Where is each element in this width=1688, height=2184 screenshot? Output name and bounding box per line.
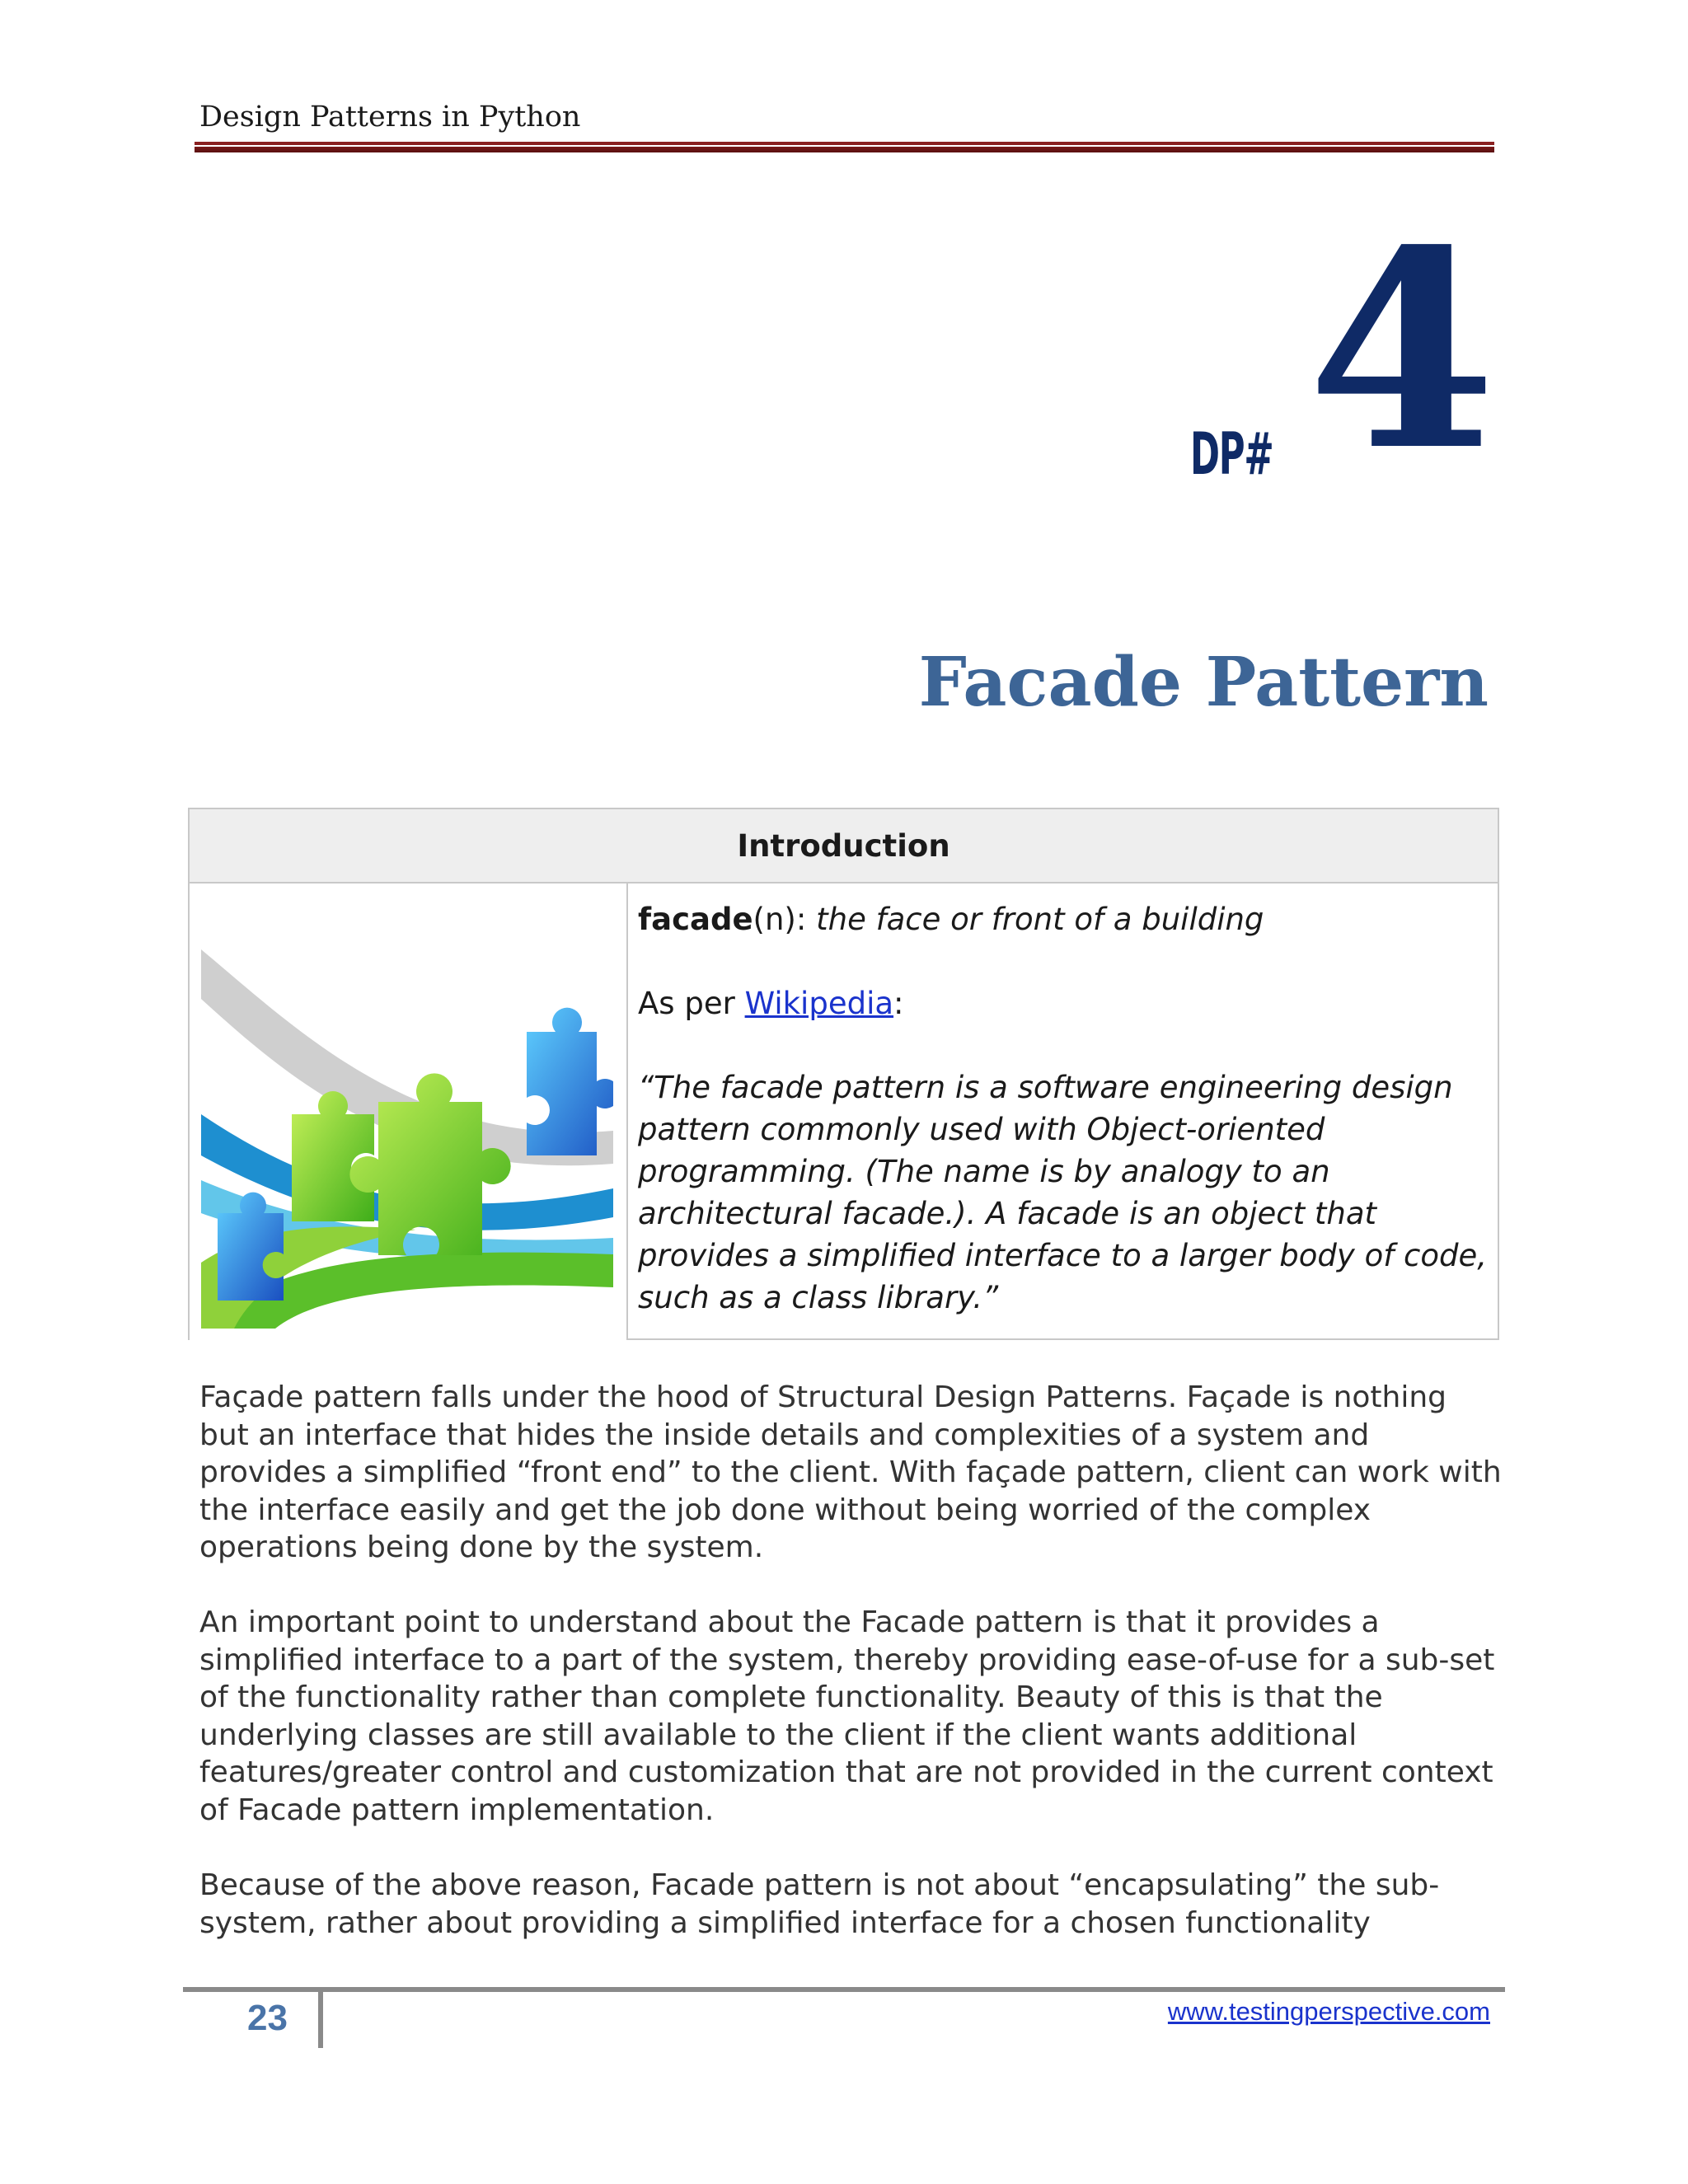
puzzle-illustration [190, 883, 628, 1340]
definition-text: the face or front of a building [816, 902, 1264, 937]
chapter-mark [1187, 190, 1497, 510]
intro-text [628, 883, 1498, 1340]
definition-line [638, 898, 1488, 940]
body-paragraph-2: An important point to understand about the Facade pattern is that it provides a simplified interface to a part of the system, thereby providing ease-of-use for a sub-set of the functionality rather than complete functionality. Beauty of this is that the underlying classes are still available to the client if the client wants additional features/greater control and customization that are not provided in the current context of Facade pattern implementation. [199, 1605, 1495, 1827]
wikipedia-quote: “The facade pattern is a software engineering design pattern commonly used with Object-oriented programming. (The name is by analogy to an architectural facade.). A facade is an object that provides a simplified interface to a larger body of code, such as a class library.” [638, 1070, 1487, 1315]
as-per-colon: : [893, 986, 904, 1021]
intro-heading: Introduction [190, 809, 1498, 883]
chapter-title: Facade Pattern [918, 643, 1489, 722]
intro-table [188, 808, 1499, 1340]
as-per-line [638, 982, 1488, 1024]
intro-body [190, 883, 1498, 1340]
chapter-prefix: DP# [1190, 420, 1273, 488]
footer-divider [318, 1992, 323, 2048]
footer-url-link[interactable]: www.testingperspective.com [1167, 1997, 1490, 2026]
puzzle-pieces-icon [201, 933, 613, 1329]
as-per-label: As per [638, 986, 745, 1021]
definition-pos: (n): [753, 902, 817, 937]
definition-word: facade [638, 902, 753, 937]
page-number: 23 [247, 1998, 288, 2038]
running-header: Design Patterns in Python [199, 101, 581, 134]
footer-rule [183, 1987, 1505, 1992]
chapter-number: 4 [1307, 190, 1497, 510]
body-paragraph-1: Façade pattern falls under the hood of Structural Design Patterns. Façade is nothing but an interface that hides the inside details and complexities of a system and provides a simplified “front end” to the client. With façade pattern, client can work with the interface easily and get the job done without being worried of the complex operations being done by the system. [199, 1380, 1502, 1564]
header-rule [195, 142, 1494, 152]
body-paragraph-3: Because of the above reason, Facade pattern is not about “encapsulating” the sub-system, rather about providing a simplified interface for a chosen functionality [199, 1868, 1440, 1940]
wikipedia-link[interactable]: Wikipedia [744, 986, 894, 1021]
